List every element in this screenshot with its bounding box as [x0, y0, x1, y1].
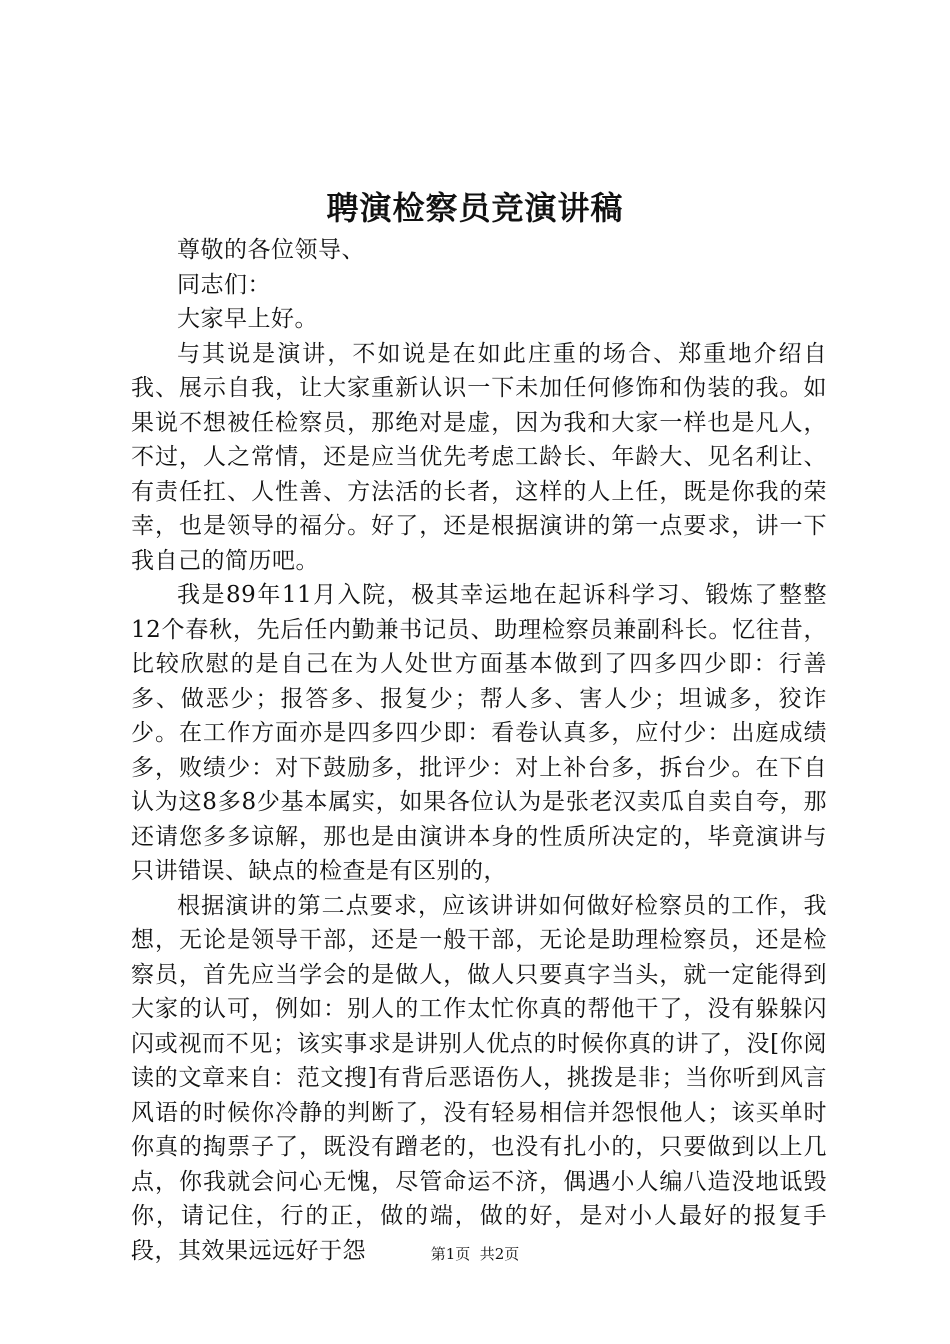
salutation-line-1: 尊敬的各位领导、	[177, 237, 365, 263]
salutation-line-2: 同志们：	[177, 271, 271, 298]
body-paragraph-resume: 我是89年11月入院，极其幸运地在起诉科学习、锻炼了整整12个春秋，先后任内勤兼书记员、助理检察员兼副科长。忆往昔，比较欣慰的是自己在为人处世方面基本做到了四多四少即：行善多、做恶少；报答多、报复少；帮人多、害人少；坦诚多，狡诈少。在工作方面亦是四多四少即：看卷认真多，应付少：出庭成绩多，败绩少：对下鼓励多，批评少：对上补台多，拆台少。在下自认为这8多8少基本属实，如果各位认为是张老汉卖瓜自卖自夸，那还请您多多谅解，那也是由演讲本身的性质所决定的，毕竟演讲与只讲错误、缺点的检查是有区别的，	[131, 582, 827, 884]
document-body	[131, 233, 827, 1268]
page-title: 聘演检察员竞演讲稿	[326, 189, 624, 227]
page-footer: 第1页 共2页	[430, 1245, 520, 1263]
body-paragraph-work: 根据演讲的第二点要求，应该讲讲如何做好检察员的工作，我想，无论是领导干部，还是一般干部，无论是助理检察员，还是检察员，首先应当学会的是做人，做人只要真字当头，就一定能得到大家的认可，例如：别人的工作太忙你真的帮他干了，没有躲躲闪闪或视而不见；该实事求是讲别人优点的时候你真的讲了，没[你阅读的文章来自：范文搜]有背后恶语伤人，挑拨是非；当你听到风言风语的时候你冷静的判断了，没有轻易相信并怨恨他人；该买单时你真的掏票子了，既没有蹭老的，也没有扎小的，只要做到以上几点，你我就会问心无愧，尽管命运不济，偶遇小人编八造没地诋毁你，请记住，行的正，做的端，做的好，是对小人最好的报复手段，其效果远远好于怨	[131, 892, 827, 1264]
greeting-line: 大家早上好。	[177, 306, 318, 332]
body-paragraph-intro: 与其说是演讲，不如说是在如此庄重的场合、郑重地介绍自我、展示自我，让大家重新认识一下未加任何修饰和伪装的我。如果说不想被任检察员，那绝对是虚，因为我和大家一样也是凡人，不过，人之常情，还是应当优先考虑工龄长、年龄大、见名利让、有责任扛、人性善、方法活的长者，这样的人上任，既是你我的荣幸，也是领导的福分。好了，还是根据演讲的第一点要求，讲一下我自己的简历吧。	[131, 340, 827, 574]
